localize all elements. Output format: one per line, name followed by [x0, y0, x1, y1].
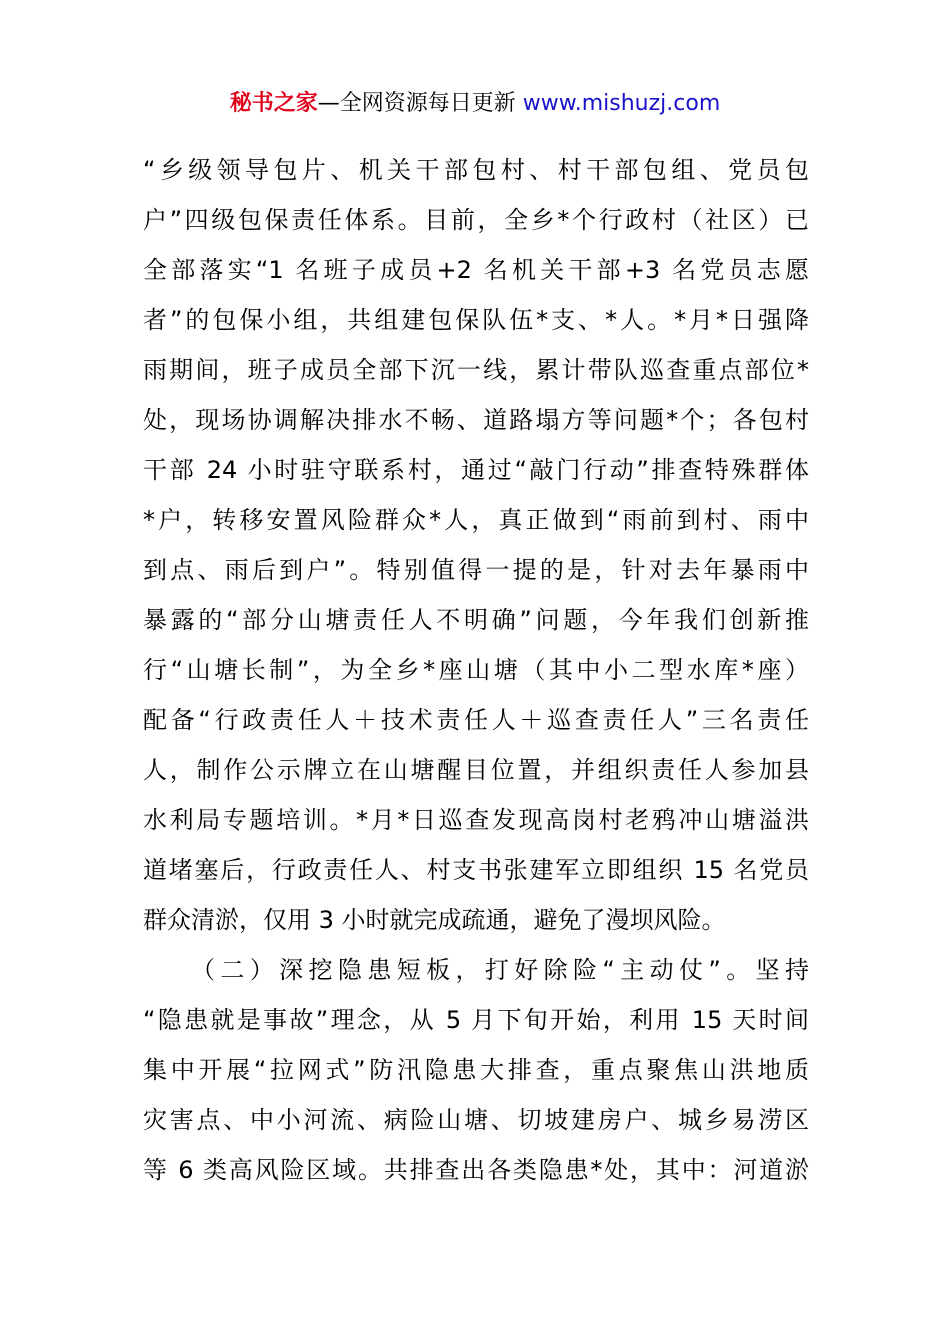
text-line: “隐患就是事故”理念，从 5 月下旬开始，利用 15 天时间	[143, 1006, 809, 1034]
page-header	[0, 88, 950, 120]
text-line: 人，制作公示牌立在山塘醒目位置，并组织责任人参加县	[143, 756, 809, 784]
text-line: 户”四级包保责任体系。目前，全乡*个行政村（社区）已	[143, 206, 809, 234]
text-line: 处，现场协调解决排水不畅、道路塌方等问题*个；各包村	[143, 406, 809, 434]
text-line: 道堵塞后，行政责任人、村支书张建军立即组织 15 名党员	[143, 856, 809, 884]
text-line: 灾害点、中小河流、病险山塘、切坡建房户、城乡易涝区	[143, 1106, 809, 1134]
text-line: 干部 24 小时驻守联系村，通过“敲门行动”排查特殊群体	[143, 456, 809, 484]
text-line: 到点、雨后到户”。特别值得一提的是，针对去年暴雨中	[143, 556, 809, 584]
text-line: 行“山塘长制”，为全乡*座山塘（其中小二型水库*座）	[143, 656, 809, 684]
header-tagline: —全网资源每日更新	[317, 91, 523, 116]
text-line: 者”的包保小组，共组建包保队伍*支、*人。*月*日强降	[143, 306, 809, 334]
section-heading-line: （二）深挖隐患短板，打好除险“主动仗”。坚持	[191, 956, 809, 984]
text-line: 雨期间，班子成员全部下沉一线，累计带队巡查重点部位*	[143, 356, 809, 384]
header-brand: 秘书之家	[229, 91, 318, 116]
text-line: 暴露的“部分山塘责任人不明确”问题，今年我们创新推	[143, 606, 809, 634]
text-line: 集中开展“拉网式”防汛隐患大排查，重点聚焦山洪地质	[143, 1056, 809, 1084]
text-line: “乡级领导包片、机关干部包村、村干部包组、党员包	[143, 156, 809, 184]
text-line: 配备“行政责任人＋技术责任人＋巡查责任人”三名责任	[143, 706, 809, 734]
header-url[interactable]: www.mishuzj.com	[522, 91, 721, 116]
paragraph-last-line: 群众清淤，仅用 3 小时就完成疏通，避免了漫坝风险。	[143, 906, 726, 934]
text-line: *户，转移安置风险群众*人，真正做到“雨前到村、雨中	[143, 506, 809, 534]
text-line: 水利局专题培训。*月*日巡查发现高岗村老鸦冲山塘溢洪	[143, 806, 809, 834]
document-body	[143, 145, 809, 1195]
text-line: 等 6 类高风险区域。共排查出各类隐患*处，其中：河道淤	[143, 1156, 809, 1184]
text-line: 全部落实“1 名班子成员+2 名机关干部+3 名党员志愿	[143, 256, 809, 284]
